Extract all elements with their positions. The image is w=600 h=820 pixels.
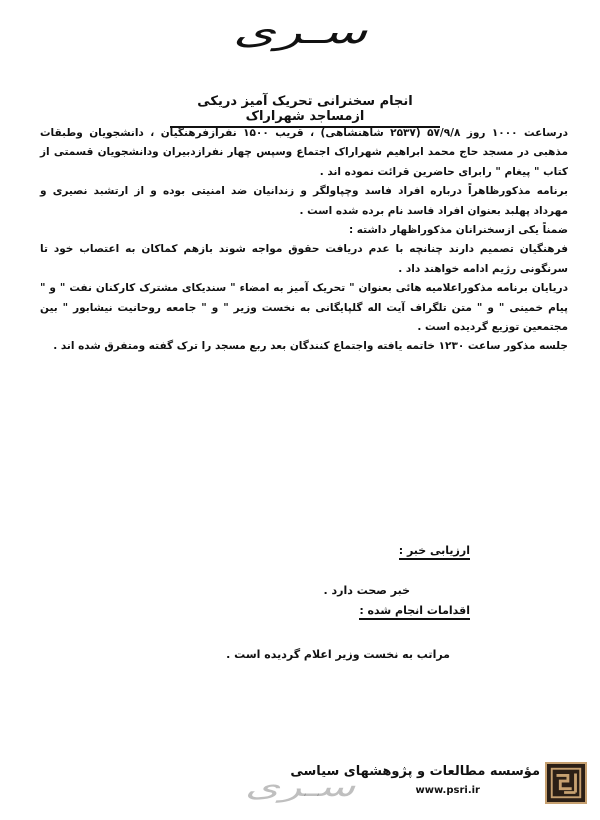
- classification-mark: سـری: [232, 12, 368, 52]
- footer-classification-watermark: سـری: [244, 770, 356, 803]
- paragraph-4: فرهنگیان تصمیم دارند چنانچه با عدم دریافت حقوق مواجه شوند بازهم کماکان به اعتصاب خود تا سرنگونی رژیم ادامه خواهند داد .: [40, 243, 568, 275]
- paragraph-6: جلسه مذکور ساعت ۱۲۳۰ خاتمه یافته واجتماع کنندگان بعد ربع مسجد را ترک گفته ومتفرق شده اند .: [53, 340, 568, 353]
- document-body: [40, 124, 568, 357]
- paragraph-2: برنامه مذکورظاهراً درباره افراد فاسد وچپاولگر و زندانیان ضد امنیتی بوده و از ارتشبد نصیری و مهرداد پهلبد بعنوان افراد فاسد نام برده شده است .: [40, 185, 568, 217]
- paragraph-5: دریایان برنامه مذکوراعلامیه هائی بعنوان " تحریک آمیز به امضاء " سندیکای مشترک کارکنان نفت " و " پیام خمینی " و " متن تلگراف آیت اله گلپایگانی به نخست وزیر " و " جامعه روحانیت نیشابور " بین مجتمعین توزیع گردیده است .: [40, 282, 568, 334]
- institute-logo-icon: [545, 762, 587, 804]
- actions-text: مراتب به نخست وزیر اعلام گردیده است .: [226, 648, 450, 661]
- actions-heading: اقدامات انجام شده :: [359, 604, 470, 620]
- footer-org-name: مؤسسه مطالعات و پژوهشهای سیاسی: [290, 764, 540, 779]
- paragraph-1: درساعت ۱۰۰۰ روز ۵۷/۹/۸ (۲۵۳۷ شاهنشاهی) ، قریب ۱۵۰۰ نفرازفرهنگیان ، دانشجویان وطبقات مذهبی در مسجد حاج محمد ابراهیم شهراراک اجتماع وسپس چهار نفرازدبیران ودانشجویان قسمتی از کتاب " پیغام " رابرای حاضرین قرائت نموده اند .: [40, 127, 568, 178]
- assessment-text: خبر صحت دارد .: [323, 584, 410, 597]
- paragraph-3: ضمناً یکی ازسخنرانان مذکوراظهار داشته :: [348, 224, 568, 237]
- assessment-heading: ارزیابی خبر :: [399, 544, 470, 560]
- document-title: انجام سخنرانی تحریک آمیز دریکی ازمساجد شهراراک: [170, 94, 440, 128]
- footer-url: www.psri.ir: [415, 785, 480, 796]
